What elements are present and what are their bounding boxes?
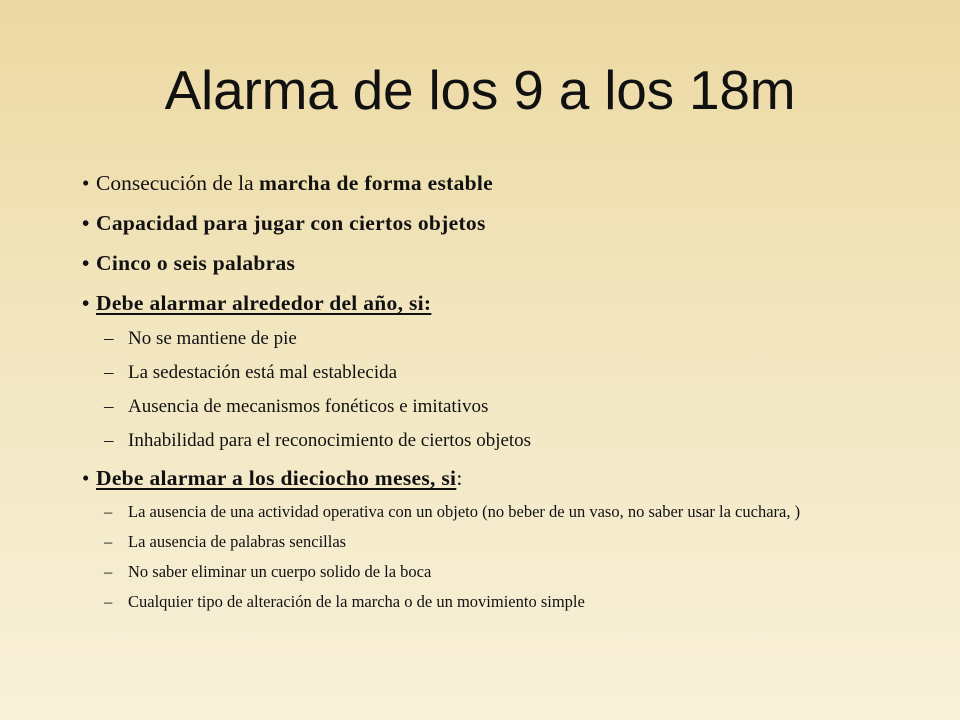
dash-icon: – [104,430,114,451]
bullet-item-palabras [82,250,922,277]
bullet-text-prefix: Consecución de la [96,171,259,195]
sub-item-text: No se mantiene de pie [128,328,297,349]
slide-title: Alarma de los 9 a los 18m [164,59,796,121]
sub-item-text: No saber eliminar un cuerpo solido de la boca [128,562,432,581]
sub-item [104,531,922,552]
sub-item [104,328,922,350]
bullet-icon: • [82,291,90,315]
sub-item-text: La ausencia de palabras sencillas [128,532,347,551]
dash-icon: – [104,362,114,383]
bullet-item-juego [82,210,922,237]
sub-item [104,396,922,418]
sub-item [104,561,922,582]
bullet-heading-suffix: : [456,466,463,490]
sub-item-text: Ausencia de mecanismos fonéticos e imitativos [128,396,489,417]
bullet-heading: Debe alarmar alrededor del año, si: [96,291,432,315]
sub-item-text: La sedestación está mal establecida [128,362,398,383]
bullet-item-marcha [82,170,922,197]
bullet-text-bold: marcha de forma estable [259,171,493,195]
dash-icon: – [104,532,113,551]
bullet-icon: • [82,211,90,235]
dash-icon: – [104,328,114,349]
bullet-text: Cinco o seis palabras [96,251,296,275]
sublist-alarma-ano [104,328,922,452]
sub-item [104,362,922,384]
sub-item-text: Inhabilidad para el reconocimiento de ciertos objetos [128,430,532,451]
bullet-item-alarma-18m [82,465,922,492]
sub-item-text: Cualquier tipo de alteración de la marcha o de un movimiento simple [128,592,585,611]
slide-content [82,170,922,625]
dash-icon: – [104,592,113,611]
dash-icon: – [104,502,113,521]
dash-icon: – [104,396,114,417]
dash-icon: – [104,562,113,581]
sublist-alarma-18m [104,501,922,612]
sub-item-text: La ausencia de una actividad operativa con un objeto (no beber de un vaso, no saber usar la cuchara, ) [128,502,801,521]
bullet-icon: • [82,251,90,275]
bullet-heading: Debe alarmar a los dieciocho meses, si [96,466,457,490]
sub-item [104,430,922,452]
bullet-icon: • [82,466,90,490]
bullet-icon: • [82,171,90,195]
bullet-item-alarma-ano [82,290,922,317]
bullet-text: Capacidad para jugar con ciertos objetos [96,211,486,235]
sub-item [104,501,922,522]
sub-item [104,591,922,612]
